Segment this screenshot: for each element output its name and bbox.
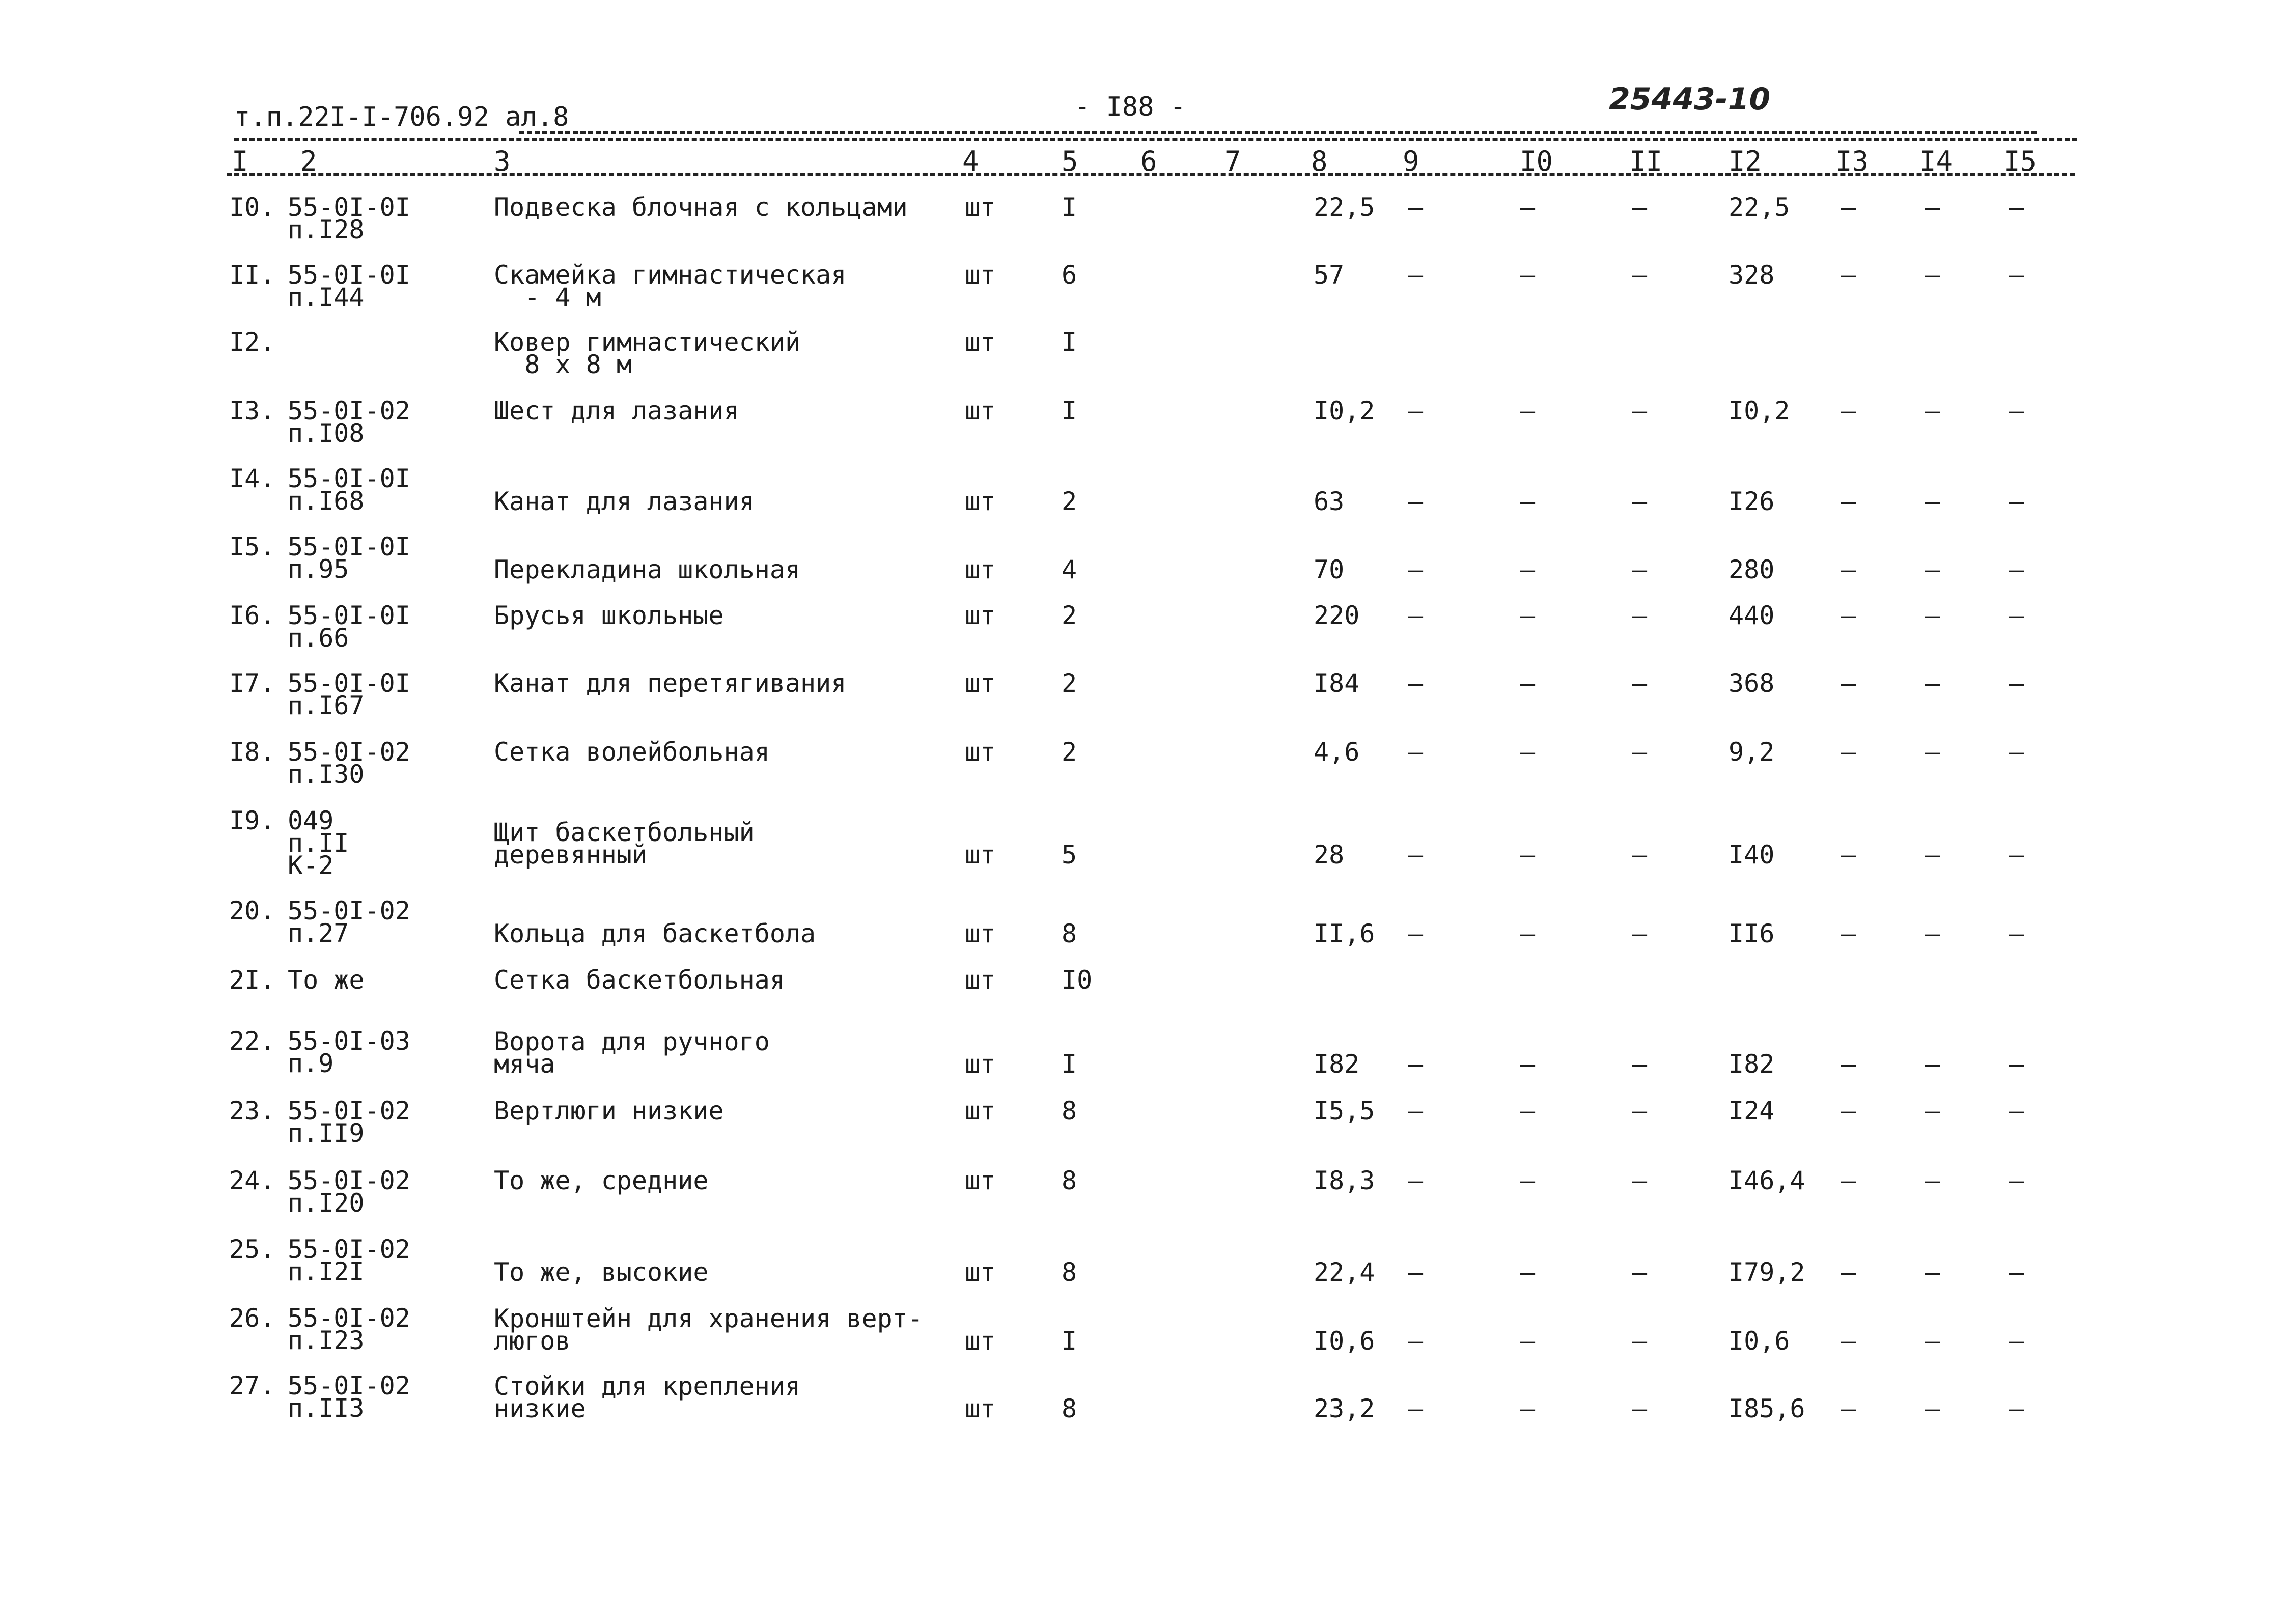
value-cell-c12: I46,4 xyxy=(1729,1166,1805,1195)
value-cell-c12: I26 xyxy=(1729,487,1775,516)
catalog-code: 55-0I-03 xyxy=(288,1026,410,1056)
unit-cell: шт xyxy=(965,840,996,870)
value-cell-c9: – xyxy=(1408,260,1424,290)
value-cell-c13: – xyxy=(1841,1257,1856,1287)
column-header: 3 xyxy=(494,145,511,177)
value-cell-c8: 28 xyxy=(1314,840,1345,870)
catalog-code: То же xyxy=(288,965,365,995)
unit-cell: шт xyxy=(965,260,996,290)
value-cell-c10: – xyxy=(1520,555,1536,584)
value-cell-c10: – xyxy=(1520,1326,1536,1356)
value-cell-c14: – xyxy=(1925,555,1940,584)
unit-cell: шт xyxy=(965,327,996,357)
item-name: То же, высокие xyxy=(494,1257,709,1287)
value-cell-c9: – xyxy=(1408,737,1424,767)
value-cell-c15: – xyxy=(2009,396,2024,426)
quantity-cell: 2 xyxy=(1062,737,1077,767)
column-header: 7 xyxy=(1224,145,1241,177)
value-cell-c8: 23,2 xyxy=(1314,1394,1375,1423)
catalog-code: 55-0I-0I xyxy=(288,260,410,290)
value-cell-c12: I85,6 xyxy=(1729,1394,1805,1423)
unit-cell: шт xyxy=(965,1166,996,1195)
value-cell-c9: – xyxy=(1408,396,1424,426)
value-cell-c13: – xyxy=(1841,1394,1856,1423)
catalog-code: 55-0I-0I xyxy=(288,464,410,493)
value-cell-c9: – xyxy=(1408,1166,1424,1195)
value-cell-c11: – xyxy=(1632,1049,1648,1079)
value-cell-c8: I82 xyxy=(1314,1049,1360,1079)
value-cell-c13: – xyxy=(1841,192,1856,222)
row-number: I3. xyxy=(229,396,275,426)
value-cell-c10: – xyxy=(1520,1049,1536,1079)
value-cell-c15: – xyxy=(2009,840,2024,870)
value-cell-c11: – xyxy=(1632,260,1648,290)
unit-cell: шт xyxy=(965,737,996,767)
value-cell-c12: 368 xyxy=(1729,668,1775,698)
catalog-code: п.II xyxy=(288,828,349,858)
quantity-cell: 5 xyxy=(1062,840,1077,870)
value-cell-c10: – xyxy=(1520,1096,1536,1126)
value-cell-c15: – xyxy=(2009,1257,2024,1287)
column-header: 8 xyxy=(1311,145,1328,177)
column-header: 4 xyxy=(962,145,979,177)
value-cell-c13: – xyxy=(1841,555,1856,584)
value-cell-c15: – xyxy=(2009,668,2024,698)
value-cell-c8: I84 xyxy=(1314,668,1360,698)
unit-cell: шт xyxy=(965,1096,996,1126)
value-cell-c15: – xyxy=(2009,487,2024,516)
item-name: Сетка волейбольная xyxy=(494,737,770,767)
document-reference: т.п.22I-I-706.92 ал.8 xyxy=(234,102,569,132)
quantity-cell: I0 xyxy=(1062,965,1093,995)
row-number: 25. xyxy=(229,1235,275,1264)
row-number: 2I. xyxy=(229,965,275,995)
row-number: I4. xyxy=(229,464,275,493)
value-cell-c11: – xyxy=(1632,1326,1648,1356)
value-cell-c10: – xyxy=(1520,192,1536,222)
row-number: 27. xyxy=(229,1371,275,1401)
row-number: I8. xyxy=(229,737,275,767)
quantity-cell: 8 xyxy=(1062,1166,1077,1195)
unit-cell: шт xyxy=(965,1257,996,1287)
value-cell-c10: – xyxy=(1520,260,1536,290)
column-header: 9 xyxy=(1403,145,1419,177)
value-cell-c15: – xyxy=(2009,260,2024,290)
row-number: 24. xyxy=(229,1166,275,1195)
value-cell-c13: – xyxy=(1841,1049,1856,1079)
value-cell-c15: – xyxy=(2009,737,2024,767)
value-cell-c15: – xyxy=(2009,1096,2024,1126)
catalog-code: К-2 xyxy=(288,851,334,880)
value-cell-c13: – xyxy=(1841,260,1856,290)
value-cell-c14: – xyxy=(1925,396,1940,426)
item-name: Щит баскетбольный xyxy=(494,818,755,847)
quantity-cell: 8 xyxy=(1062,1096,1077,1126)
value-cell-c14: – xyxy=(1925,1166,1940,1195)
value-cell-c14: – xyxy=(1925,737,1940,767)
header-rule-upper xyxy=(519,131,2037,134)
item-name: Шест для лазания xyxy=(494,396,739,426)
value-cell-c11: – xyxy=(1632,396,1648,426)
quantity-cell: 2 xyxy=(1062,601,1077,630)
value-cell-c12: I79,2 xyxy=(1729,1257,1805,1287)
value-cell-c12: 280 xyxy=(1729,555,1775,584)
value-cell-c9: – xyxy=(1408,192,1424,222)
value-cell-c8: 220 xyxy=(1314,601,1360,630)
catalog-code: п.I30 xyxy=(288,760,365,789)
value-cell-c10: – xyxy=(1520,1394,1536,1423)
item-name: Брусья школьные xyxy=(494,601,724,630)
value-cell-c11: – xyxy=(1632,919,1648,948)
catalog-code: 55-0I-0I xyxy=(288,532,410,562)
value-cell-c10: – xyxy=(1520,601,1536,630)
value-cell-c15: – xyxy=(2009,192,2024,222)
value-cell-c14: – xyxy=(1925,1257,1940,1287)
item-name: Кронштейн для хранения верт- xyxy=(494,1304,923,1333)
value-cell-c8: I5,5 xyxy=(1314,1096,1375,1126)
value-cell-c10: – xyxy=(1520,1257,1536,1287)
value-cell-c14: – xyxy=(1925,1326,1940,1356)
value-cell-c10: – xyxy=(1520,487,1536,516)
value-cell-c8: 63 xyxy=(1314,487,1345,516)
unit-cell: шт xyxy=(965,1394,996,1423)
row-number: II. xyxy=(229,260,275,290)
quantity-cell: I xyxy=(1062,1049,1077,1079)
catalog-code: п.II3 xyxy=(288,1393,365,1423)
catalog-code: 55-0I-02 xyxy=(288,396,410,426)
item-name: низкие xyxy=(494,1394,586,1423)
handwritten-number: 25443-10 xyxy=(1609,81,1771,117)
value-cell-c10: – xyxy=(1520,919,1536,948)
value-cell-c8: 22,5 xyxy=(1314,192,1375,222)
value-cell-c9: – xyxy=(1408,1049,1424,1079)
value-cell-c11: – xyxy=(1632,555,1648,584)
column-header: 6 xyxy=(1140,145,1157,177)
item-name: Скамейка гимнастическая xyxy=(494,260,847,290)
item-name: То же, средние xyxy=(494,1166,709,1195)
value-cell-c11: – xyxy=(1632,1257,1648,1287)
catalog-code: п.9 xyxy=(288,1049,334,1078)
unit-cell: шт xyxy=(965,1049,996,1079)
value-cell-c8: I0,2 xyxy=(1314,396,1375,426)
value-cell-c11: – xyxy=(1632,840,1648,870)
value-cell-c15: – xyxy=(2009,1049,2024,1079)
value-cell-c12: I82 xyxy=(1729,1049,1775,1079)
catalog-code: п.27 xyxy=(288,918,349,948)
value-cell-c13: – xyxy=(1841,737,1856,767)
item-name: Сетка баскетбольная xyxy=(494,965,785,995)
value-cell-c12: II6 xyxy=(1729,919,1775,948)
value-cell-c14: – xyxy=(1925,1394,1940,1423)
catalog-code: 55-0I-0I xyxy=(288,192,410,222)
quantity-cell: I xyxy=(1062,396,1077,426)
catalog-code: 55-0I-0I xyxy=(288,668,410,698)
catalog-code: п.95 xyxy=(288,554,349,584)
row-number: I2. xyxy=(229,327,275,357)
quantity-cell: 6 xyxy=(1062,260,1077,290)
catalog-code: п.II9 xyxy=(288,1118,365,1148)
catalog-code: 55-0I-02 xyxy=(288,737,410,767)
row-number: I5. xyxy=(229,532,275,562)
value-cell-c9: – xyxy=(1408,1326,1424,1356)
value-cell-c9: – xyxy=(1408,1257,1424,1287)
value-cell-c14: – xyxy=(1925,919,1940,948)
catalog-code: 55-0I-02 xyxy=(288,1303,410,1333)
item-name: мяча xyxy=(494,1049,555,1079)
catalog-code: п.I67 xyxy=(288,691,365,720)
catalog-code: 55-0I-02 xyxy=(288,1166,410,1195)
catalog-code: 55-0I-0I xyxy=(288,601,410,630)
unit-cell: шт xyxy=(965,919,996,948)
item-name: Канат для лазания xyxy=(494,487,755,516)
value-cell-c12: I40 xyxy=(1729,840,1775,870)
column-header: 2 xyxy=(300,145,317,177)
unit-cell: шт xyxy=(965,487,996,516)
value-cell-c14: – xyxy=(1925,1096,1940,1126)
unit-cell: шт xyxy=(965,396,996,426)
column-header: I5 xyxy=(2003,145,2037,177)
quantity-cell: I xyxy=(1062,192,1077,222)
value-cell-c12: 440 xyxy=(1729,601,1775,630)
item-name: Перекладина школьная xyxy=(494,555,801,584)
value-cell-c11: – xyxy=(1632,601,1648,630)
column-header: I3 xyxy=(1835,145,1869,177)
value-cell-c13: – xyxy=(1841,668,1856,698)
unit-cell: шт xyxy=(965,555,996,584)
value-cell-c11: – xyxy=(1632,192,1648,222)
catalog-code: 049 xyxy=(288,806,334,835)
item-name: люгов xyxy=(494,1326,571,1356)
value-cell-c14: – xyxy=(1925,487,1940,516)
value-cell-c12: 328 xyxy=(1729,260,1775,290)
value-cell-c12: 22,5 xyxy=(1729,192,1790,222)
value-cell-c14: – xyxy=(1925,840,1940,870)
row-number: I6. xyxy=(229,601,275,630)
value-cell-c15: – xyxy=(2009,1326,2024,1356)
value-cell-c11: – xyxy=(1632,1096,1648,1126)
value-cell-c9: – xyxy=(1408,1096,1424,1126)
value-cell-c11: – xyxy=(1632,737,1648,767)
value-cell-c8: 22,4 xyxy=(1314,1257,1375,1287)
quantity-cell: 8 xyxy=(1062,1257,1077,1287)
item-name: деревянный xyxy=(494,840,648,870)
value-cell-c11: – xyxy=(1632,1166,1648,1195)
value-cell-c11: – xyxy=(1632,1394,1648,1423)
column-header: II xyxy=(1629,145,1663,177)
catalog-code: п.I68 xyxy=(288,486,365,516)
value-cell-c10: – xyxy=(1520,840,1536,870)
value-cell-c9: – xyxy=(1408,487,1424,516)
unit-cell: шт xyxy=(965,192,996,222)
value-cell-c14: – xyxy=(1925,260,1940,290)
value-cell-c9: – xyxy=(1408,840,1424,870)
header-rule-top xyxy=(234,138,2077,141)
item-name: Вертлюги низкие xyxy=(494,1096,724,1126)
value-cell-c9: – xyxy=(1408,668,1424,698)
value-cell-c8: 57 xyxy=(1314,260,1345,290)
item-name: Стойки для крепления xyxy=(494,1371,801,1401)
quantity-cell: 2 xyxy=(1062,487,1077,516)
value-cell-c12: I0,6 xyxy=(1729,1326,1790,1356)
catalog-code: 55-0I-02 xyxy=(288,1371,410,1401)
row-number: I0. xyxy=(229,192,275,222)
value-cell-c12: I24 xyxy=(1729,1096,1775,1126)
value-cell-c8: 70 xyxy=(1314,555,1345,584)
value-cell-c12: I0,2 xyxy=(1729,396,1790,426)
value-cell-c9: – xyxy=(1408,601,1424,630)
value-cell-c10: – xyxy=(1520,1166,1536,1195)
item-name: Ковер гимнастический xyxy=(494,327,801,357)
unit-cell: шт xyxy=(965,601,996,630)
catalog-code: п.66 xyxy=(288,623,349,653)
item-name: Канат для перетягивания xyxy=(494,668,847,698)
unit-cell: шт xyxy=(965,965,996,995)
value-cell-c10: – xyxy=(1520,668,1536,698)
item-name: Кольца для баскетбола xyxy=(494,919,816,948)
value-cell-c12: 9,2 xyxy=(1729,737,1775,767)
value-cell-c13: – xyxy=(1841,396,1856,426)
value-cell-c9: – xyxy=(1408,1394,1424,1423)
value-cell-c9: – xyxy=(1408,555,1424,584)
quantity-cell: 8 xyxy=(1062,919,1077,948)
column-header: I4 xyxy=(1919,145,1953,177)
value-cell-c15: – xyxy=(2009,601,2024,630)
value-cell-c8: I8,3 xyxy=(1314,1166,1375,1195)
catalog-code: п.I44 xyxy=(288,283,365,312)
value-cell-c15: – xyxy=(2009,1166,2024,1195)
quantity-cell: I xyxy=(1062,1326,1077,1356)
value-cell-c15: – xyxy=(2009,1394,2024,1423)
column-header: I0 xyxy=(1520,145,1553,177)
row-number: 20. xyxy=(229,896,275,926)
quantity-cell: 4 xyxy=(1062,555,1077,584)
value-cell-c9: – xyxy=(1408,919,1424,948)
quantity-cell: I xyxy=(1062,327,1077,357)
value-cell-c11: – xyxy=(1632,668,1648,698)
value-cell-c15: – xyxy=(2009,555,2024,584)
unit-cell: шт xyxy=(965,668,996,698)
value-cell-c14: – xyxy=(1925,668,1940,698)
catalog-code: п.I20 xyxy=(288,1188,365,1218)
catalog-code: п.I08 xyxy=(288,418,365,448)
row-number: I7. xyxy=(229,668,275,698)
quantity-cell: 8 xyxy=(1062,1394,1077,1423)
value-cell-c14: – xyxy=(1925,192,1940,222)
value-cell-c8: I0,6 xyxy=(1314,1326,1375,1356)
page-number: - I88 - xyxy=(1074,92,1186,122)
value-cell-c13: – xyxy=(1841,601,1856,630)
value-cell-c14: – xyxy=(1925,601,1940,630)
value-cell-c13: – xyxy=(1841,1326,1856,1356)
quantity-cell: 2 xyxy=(1062,668,1077,698)
value-cell-c13: – xyxy=(1841,1166,1856,1195)
item-name: - 4 м xyxy=(494,283,601,312)
value-cell-c15: – xyxy=(2009,919,2024,948)
value-cell-c14: – xyxy=(1925,1049,1940,1079)
value-cell-c13: – xyxy=(1841,919,1856,948)
catalog-code: 55-0I-02 xyxy=(288,1235,410,1264)
column-header: 5 xyxy=(1062,145,1078,177)
catalog-code: 55-0I-02 xyxy=(288,1096,410,1126)
value-cell-c13: – xyxy=(1841,487,1856,516)
catalog-code: п.I28 xyxy=(288,215,365,244)
row-number: 22. xyxy=(229,1026,275,1056)
row-number: 26. xyxy=(229,1303,275,1333)
value-cell-c11: – xyxy=(1632,487,1648,516)
item-name: Ворота для ручного xyxy=(494,1027,770,1056)
catalog-code: п.I2I xyxy=(288,1257,365,1286)
value-cell-c10: – xyxy=(1520,737,1536,767)
column-header: I2 xyxy=(1729,145,1762,177)
row-number: I9. xyxy=(229,806,275,835)
value-cell-c10: – xyxy=(1520,396,1536,426)
unit-cell: шт xyxy=(965,1326,996,1356)
value-cell-c8: 4,6 xyxy=(1314,737,1360,767)
catalog-code: 55-0I-02 xyxy=(288,896,410,926)
item-name: Подвеска блочная с кольцами xyxy=(494,192,908,222)
catalog-code: п.I23 xyxy=(288,1326,365,1355)
item-name: 8 х 8 м xyxy=(494,350,632,379)
value-cell-c13: – xyxy=(1841,840,1856,870)
value-cell-c13: – xyxy=(1841,1096,1856,1126)
value-cell-c8: II,6 xyxy=(1314,919,1375,948)
row-number: 23. xyxy=(229,1096,275,1126)
column-header: I xyxy=(232,145,248,177)
